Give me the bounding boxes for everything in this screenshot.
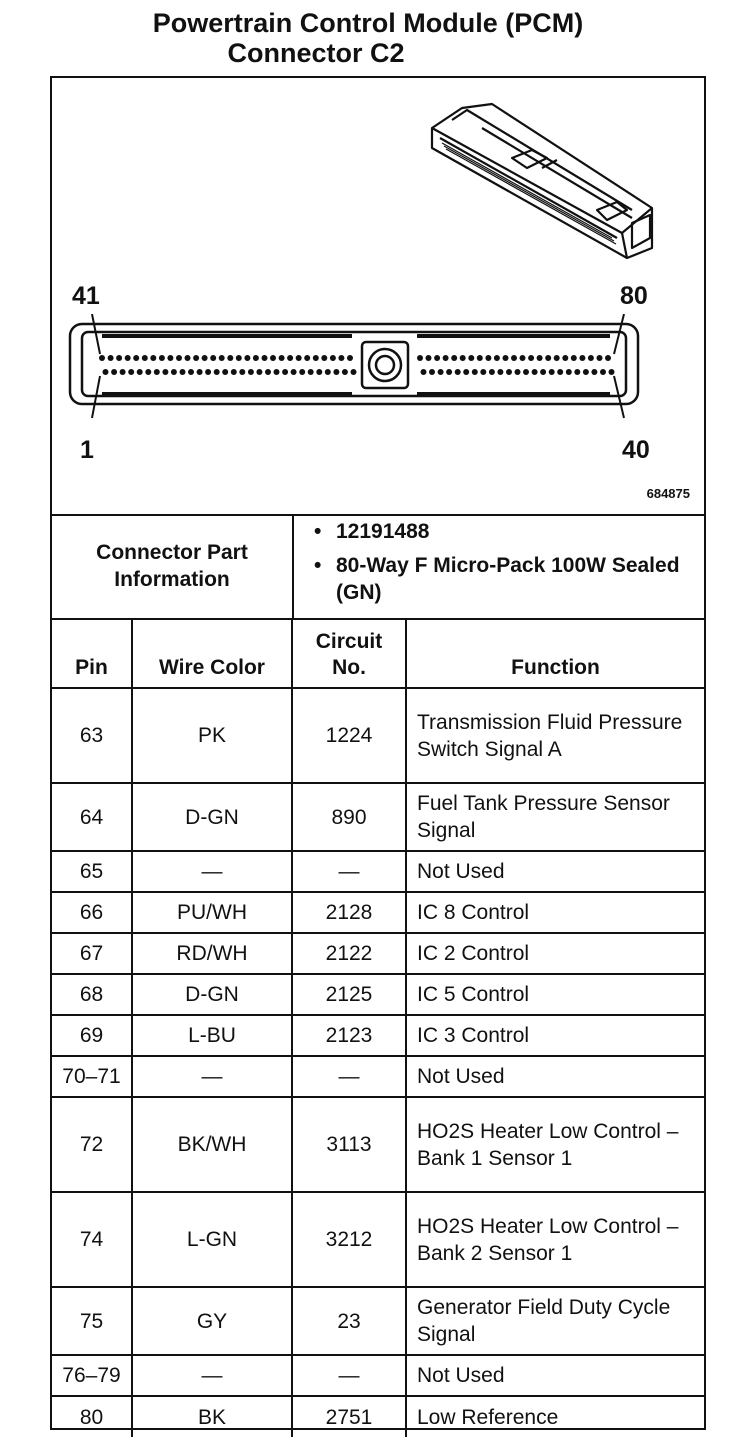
header-function: Function bbox=[406, 618, 704, 688]
pin-hole bbox=[347, 355, 353, 361]
table-header-row bbox=[52, 618, 704, 688]
info-label-line2: Information bbox=[114, 568, 230, 591]
cell-wire-color: GY bbox=[132, 1287, 292, 1355]
cell-function: Transmission Fluid Pressure Switch Signal A bbox=[406, 688, 704, 783]
pin-hole bbox=[609, 369, 615, 375]
cell-circuit: 3113 bbox=[292, 1097, 406, 1192]
cell-wire-color: D-GN bbox=[132, 974, 292, 1015]
table-row bbox=[52, 974, 704, 1015]
connector-part-info bbox=[52, 514, 704, 620]
pin-hole bbox=[421, 369, 427, 375]
pin-hole bbox=[574, 369, 580, 375]
pin-hole bbox=[99, 355, 105, 361]
pin-hole bbox=[477, 355, 483, 361]
pin-hole bbox=[455, 369, 461, 375]
pin-hole bbox=[296, 355, 302, 361]
pin-hole bbox=[583, 369, 589, 375]
cell-pin: 74 bbox=[52, 1192, 132, 1287]
cell-function: Not Used bbox=[406, 1355, 704, 1396]
pin-hole bbox=[600, 369, 606, 375]
pin-hole bbox=[180, 369, 186, 375]
cell-function: Not Used bbox=[406, 1056, 704, 1097]
pin-hole bbox=[193, 355, 199, 361]
pin-label-40: 40 bbox=[622, 436, 650, 464]
table-row bbox=[52, 933, 704, 974]
connector-part-info-values bbox=[314, 518, 694, 613]
table-row bbox=[52, 1355, 704, 1396]
pin-hole bbox=[351, 369, 357, 375]
pin-hole bbox=[145, 369, 151, 375]
cell-wire-color: BK bbox=[132, 1396, 292, 1437]
table-row bbox=[52, 1056, 704, 1097]
pin-hole bbox=[202, 355, 208, 361]
pin-hole bbox=[506, 369, 512, 375]
pin-hole bbox=[528, 355, 534, 361]
cell-circuit: 3212 bbox=[292, 1192, 406, 1287]
cell-wire-color: RD/WH bbox=[132, 933, 292, 974]
cell-pin: 65 bbox=[52, 851, 132, 892]
table-row bbox=[52, 1396, 704, 1437]
connector-part-info-label bbox=[52, 514, 294, 618]
table-row bbox=[52, 1015, 704, 1056]
pin-hole bbox=[316, 369, 322, 375]
pin-hole bbox=[253, 355, 259, 361]
cell-circuit: 2751 bbox=[292, 1396, 406, 1437]
cell-pin: 69 bbox=[52, 1015, 132, 1056]
pin-hole bbox=[426, 355, 432, 361]
pin-hole bbox=[188, 369, 194, 375]
header-pin: Pin bbox=[52, 618, 132, 688]
pin-hole bbox=[489, 369, 495, 375]
pin-hole bbox=[557, 369, 563, 375]
pin-hole bbox=[108, 355, 114, 361]
pin-hole bbox=[446, 369, 452, 375]
cell-circuit: 890 bbox=[292, 783, 406, 851]
pin-hole bbox=[417, 355, 423, 361]
cell-wire-color: PU/WH bbox=[132, 892, 292, 933]
pin-hole bbox=[605, 355, 611, 361]
pin-hole bbox=[562, 355, 568, 361]
table-row bbox=[52, 851, 704, 892]
cell-circuit: — bbox=[292, 851, 406, 892]
pin-label-80: 80 bbox=[620, 282, 648, 310]
cell-pin: 63 bbox=[52, 688, 132, 783]
pin-hole bbox=[503, 355, 509, 361]
pin-hole bbox=[150, 355, 156, 361]
pin-hole bbox=[222, 369, 228, 375]
pin-hole bbox=[262, 355, 268, 361]
pin-hole bbox=[443, 355, 449, 361]
pin-hole bbox=[210, 355, 216, 361]
pin-hole bbox=[537, 355, 543, 361]
pin-hole bbox=[511, 355, 517, 361]
cell-circuit: 1224 bbox=[292, 688, 406, 783]
figure-number: 684875 bbox=[646, 486, 690, 501]
cell-pin: 64 bbox=[52, 783, 132, 851]
cell-pin: 72 bbox=[52, 1097, 132, 1192]
pin-hole bbox=[338, 355, 344, 361]
cell-function: HO2S Heater Low Control – Bank 1 Sensor 1 bbox=[406, 1097, 704, 1192]
pin-hole bbox=[125, 355, 131, 361]
pin-hole bbox=[248, 369, 254, 375]
cell-function: Generator Field Duty Cycle Signal bbox=[406, 1287, 704, 1355]
pin-hole bbox=[597, 355, 603, 361]
pin-hole bbox=[515, 369, 521, 375]
pin-hole bbox=[279, 355, 285, 361]
pin-hole bbox=[167, 355, 173, 361]
pin-hole bbox=[520, 355, 526, 361]
part-number: 12191488 bbox=[336, 520, 430, 543]
pin-hole bbox=[244, 355, 250, 361]
page-title: Powertrain Control Module (PCM) bbox=[152, 8, 584, 38]
pin-hole bbox=[571, 355, 577, 361]
cell-circuit: — bbox=[292, 1355, 406, 1396]
pin-hole bbox=[205, 369, 211, 375]
pin-hole bbox=[325, 369, 331, 375]
pin-hole bbox=[287, 355, 293, 361]
cell-function: IC 8 Control bbox=[406, 892, 704, 933]
cell-function: IC 5 Control bbox=[406, 974, 704, 1015]
cell-pin: 67 bbox=[52, 933, 132, 974]
pin-hole bbox=[120, 369, 126, 375]
pin-hole bbox=[103, 369, 109, 375]
cell-wire-color: D-GN bbox=[132, 783, 292, 851]
connector-sheet bbox=[50, 76, 706, 1430]
pin-hole bbox=[239, 369, 245, 375]
pin-hole bbox=[554, 355, 560, 361]
pin-hole bbox=[549, 369, 555, 375]
pin-hole bbox=[451, 355, 457, 361]
pin-hole bbox=[176, 355, 182, 361]
pin-hole bbox=[154, 369, 160, 375]
connector-type: 80-Way F Micro-Pack 100W Sealed (GN) bbox=[336, 554, 680, 604]
pin-hole bbox=[171, 369, 177, 375]
pin-hole bbox=[429, 369, 435, 375]
pin-hole bbox=[159, 355, 165, 361]
cell-pin: 66 bbox=[52, 892, 132, 933]
cell-wire-color: — bbox=[132, 1355, 292, 1396]
table-row bbox=[52, 1192, 704, 1287]
pin-label-41: 41 bbox=[72, 282, 100, 310]
pin-hole bbox=[256, 369, 262, 375]
pin-hole bbox=[197, 369, 203, 375]
pin-hole bbox=[566, 369, 572, 375]
connector-diagram bbox=[52, 78, 704, 516]
cell-function: IC 3 Control bbox=[406, 1015, 704, 1056]
pin-hole bbox=[227, 355, 233, 361]
cell-function: Not Used bbox=[406, 851, 704, 892]
pin-hole bbox=[137, 369, 143, 375]
pin-hole bbox=[591, 369, 597, 375]
pin-hole bbox=[308, 369, 314, 375]
cell-pin: 76–79 bbox=[52, 1355, 132, 1396]
connector-type-item: • 80-Way F Micro-Pack 100W Sealed (GN) bbox=[314, 552, 694, 606]
pin-hole bbox=[142, 355, 148, 361]
info-label-line1: Connector Part bbox=[96, 541, 248, 564]
pin-hole bbox=[313, 355, 319, 361]
cell-circuit: 23 bbox=[292, 1287, 406, 1355]
pin-hole bbox=[532, 369, 538, 375]
pin-hole bbox=[282, 369, 288, 375]
pin-hole bbox=[270, 355, 276, 361]
table-row bbox=[52, 1097, 704, 1192]
pin-hole bbox=[480, 369, 486, 375]
header-circuit: Circuit No. bbox=[292, 618, 406, 688]
pin-hole bbox=[463, 369, 469, 375]
cell-wire-color: L-BU bbox=[132, 1015, 292, 1056]
pin-hole bbox=[214, 369, 220, 375]
cell-wire-color: — bbox=[132, 851, 292, 892]
pin-hole bbox=[588, 355, 594, 361]
cell-wire-color: BK/WH bbox=[132, 1097, 292, 1192]
cell-wire-color: L-GN bbox=[132, 1192, 292, 1287]
pin-hole bbox=[540, 369, 546, 375]
pin-hole bbox=[494, 355, 500, 361]
pin-hole bbox=[472, 369, 478, 375]
cell-pin: 80 bbox=[52, 1396, 132, 1437]
page-subtitle: Connector C2 bbox=[227, 38, 405, 68]
pin-hole bbox=[299, 369, 305, 375]
table-row bbox=[52, 1287, 704, 1355]
pin-hole bbox=[185, 355, 191, 361]
cell-pin: 75 bbox=[52, 1287, 132, 1355]
pin-hole bbox=[523, 369, 529, 375]
cell-wire-color: PK bbox=[132, 688, 292, 783]
pin-hole bbox=[579, 355, 585, 361]
cell-circuit: 2122 bbox=[292, 933, 406, 974]
cell-circuit: 2125 bbox=[292, 974, 406, 1015]
pin-hole bbox=[545, 355, 551, 361]
pin-hole bbox=[342, 369, 348, 375]
pinout-table bbox=[52, 618, 704, 1437]
pin-label-1: 1 bbox=[80, 436, 94, 464]
pin-hole bbox=[333, 369, 339, 375]
pin-hole bbox=[162, 369, 168, 375]
cell-pin: 68 bbox=[52, 974, 132, 1015]
pin-hole bbox=[304, 355, 310, 361]
pin-hole bbox=[434, 355, 440, 361]
pin-hole bbox=[111, 369, 117, 375]
pin-hole bbox=[330, 355, 336, 361]
pin-hole bbox=[219, 355, 225, 361]
cell-circuit: — bbox=[292, 1056, 406, 1097]
pin-hole bbox=[468, 355, 474, 361]
pin-hole bbox=[321, 355, 327, 361]
pin-hole bbox=[460, 355, 466, 361]
cell-function: Low Reference bbox=[406, 1396, 704, 1437]
cell-function: Fuel Tank Pressure Sensor Signal bbox=[406, 783, 704, 851]
cell-pin: 70–71 bbox=[52, 1056, 132, 1097]
cell-circuit: 2123 bbox=[292, 1015, 406, 1056]
pin-hole bbox=[133, 355, 139, 361]
table-row bbox=[52, 783, 704, 851]
table-row bbox=[52, 688, 704, 783]
pin-hole bbox=[265, 369, 271, 375]
pin-hole bbox=[438, 369, 444, 375]
cell-wire-color: — bbox=[132, 1056, 292, 1097]
part-number-item: • 12191488 bbox=[314, 520, 430, 543]
table-row bbox=[52, 892, 704, 933]
pin-hole bbox=[497, 369, 503, 375]
cell-circuit: 2128 bbox=[292, 892, 406, 933]
pin-hole bbox=[291, 369, 297, 375]
pin-hole bbox=[274, 369, 280, 375]
cell-function: HO2S Heater Low Control – Bank 2 Sensor 1 bbox=[406, 1192, 704, 1287]
cell-function: IC 2 Control bbox=[406, 933, 704, 974]
pin-hole bbox=[231, 369, 237, 375]
pin-hole bbox=[116, 355, 122, 361]
connector-3d-illustration bbox=[422, 98, 662, 278]
pin-hole bbox=[485, 355, 491, 361]
connector-face-view bbox=[62, 314, 662, 424]
pin-hole bbox=[236, 355, 242, 361]
header-wire-color: Wire Color bbox=[132, 618, 292, 688]
pin-hole bbox=[128, 369, 134, 375]
